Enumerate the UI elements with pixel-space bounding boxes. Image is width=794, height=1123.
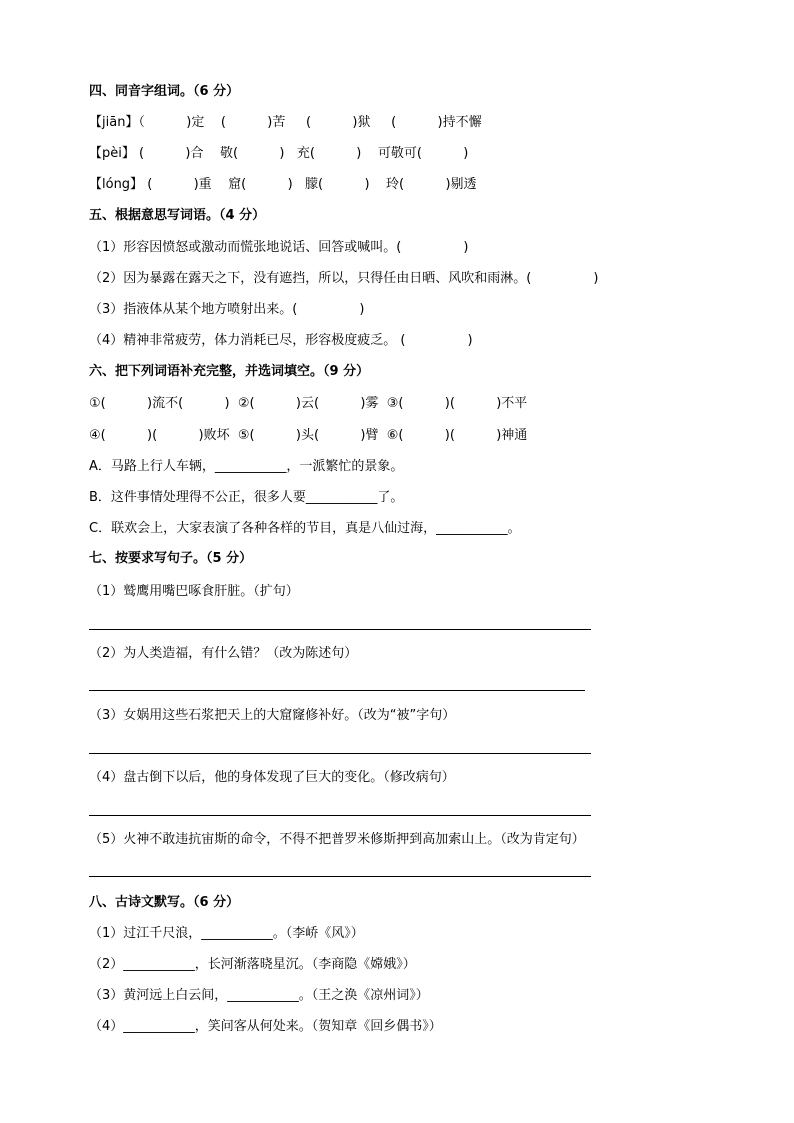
question-7-5: （5）火神不敢违抗宙斯的命令，不得不把普罗米修斯押到高加索山上。（改为肯定句） [89,832,585,847]
answer-line[interactable] [89,629,591,630]
homophone-row-pei: 【pèi】 ( )合 敬( ) 充( ) 可敬可( ) [89,146,469,161]
question-5-1: （1）形容因愤怒或激动而慌张地说话、回答或喊叫。( ) [89,240,469,255]
question-7-4: （4）盘古倒下以后，他的身体发现了巨大的变化。（修改病句） [89,770,455,785]
question-5-3: （3）指液体从某个地方喷射出来。( ) [89,302,365,317]
poem-question-1: （1）过江千尺浪，___________。（李峤《风》） [89,926,364,941]
question-7-3: （3）女娲用这些石浆把天上的大窟窿修补好。（改为“被”字句） [89,708,456,723]
section-4-title: 四、同音字组词。（6 分） [89,84,240,99]
question-5-4: （4）精神非常疲劳，体力消耗已尽，形容极度疲乏。 ( ) [89,333,473,348]
answer-line[interactable] [89,815,591,816]
answer-line[interactable] [89,753,591,754]
homophone-row-jian: 【jiān】（ )定 ( )苦 ( )狱 ( )持不懈 [89,115,482,130]
fill-sentence-c: C．联欢会上，大家表演了各种各样的节目，真是八仙过海，___________。 [89,521,521,536]
fill-sentence-b: B．这件事情处理得不公正，很多人要___________了。 [89,490,404,505]
idiom-row-2: ④( )( )败坏 ⑤( )头( )臂 ⑥( )( )神通 [89,428,528,443]
question-7-2: （2）为人类造福，有什么错？（改为陈述句） [89,646,358,661]
section-6-title: 六、把下列词语补充完整，并选词填空。（9 分） [89,364,370,379]
answer-line[interactable] [89,690,585,691]
idiom-row-1: ①( )流不( ) ②( )云( )雾 ③( )( )不平 [89,396,528,411]
fill-sentence-a: A．马路上行人车辆，___________，一派繁忙的景象。 [89,459,404,474]
poem-question-3: （3）黄河远上白云间，___________。（王之涣《凉州词》） [89,988,429,1003]
poem-question-2: （2）___________，长河渐落晓星沉。（李商隐《嫦娥》） [89,957,416,972]
section-7-title: 七、按要求写句子。（5 分） [89,551,253,566]
section-5-title: 五、根据意思写词语。（4 分） [89,208,266,223]
answer-line[interactable] [89,876,591,877]
question-5-2: （2）因为暴露在露天之下，没有遮挡，所以，只得任由日晒、风吹和雨淋。( ) [89,271,599,286]
section-8-title: 八、古诗文默写。（6 分） [89,895,240,910]
homophone-row-long: 【lóng】 ( )重 窟( ) 朦( ) 玲( )剔透 [89,177,477,192]
poem-question-4: （4）___________，笑问客从何处来。（贺知章《回乡偶书》） [89,1019,442,1034]
question-7-1: （1）鹫鹰用嘴巴啄食肝脏。（扩句） [89,584,299,599]
